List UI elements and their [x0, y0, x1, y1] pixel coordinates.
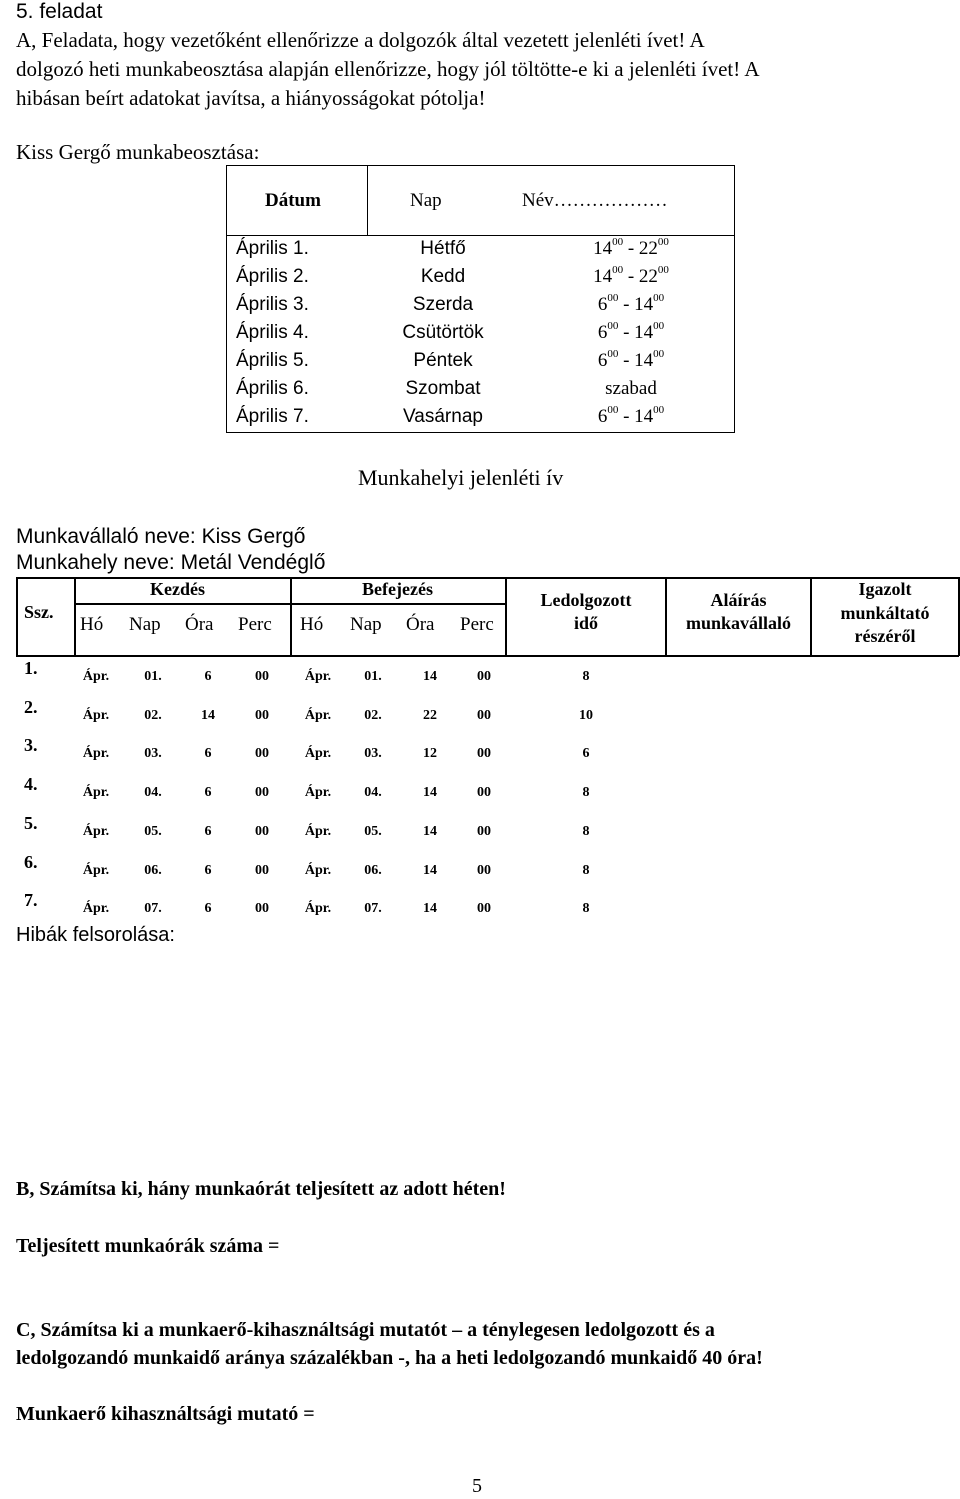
schedule-day: Csütörtök [402, 322, 484, 343]
schedule-date: Április 1. [236, 238, 309, 259]
attendance-start-day: 02. [144, 708, 162, 723]
attendance-header-bottom-line [16, 655, 959, 657]
employee-name: Munkavállaló neve: Kiss Gergő [16, 525, 306, 548]
attendance-end-hour: 14 [423, 669, 437, 684]
attendance-end-minute: 00 [477, 708, 491, 723]
attendance-end-month: Ápr. [304, 669, 332, 684]
attendance-start-minute: 00 [255, 746, 269, 761]
attendance-end-month: Ápr. [304, 863, 332, 878]
attendance-start-minute: 00 [255, 824, 269, 839]
attendance-start-month: Ápr. [82, 746, 110, 761]
attendance-start-hour: 6 [204, 824, 212, 839]
attendance-start-minute: 00 [255, 785, 269, 800]
attendance-start-day: 05. [144, 824, 162, 839]
header-start-nap: Nap [129, 614, 161, 635]
attendance-start-day: 04. [144, 785, 162, 800]
header-start-ho: Hó [80, 614, 104, 635]
header-ssz: Ssz. [24, 602, 54, 622]
attendance-end-hour: 14 [423, 901, 437, 916]
schedule-time: $6^{00} - 14^{00}$ [597, 348, 665, 371]
schedule-header-date: Dátum [265, 190, 321, 211]
attendance-worked-hours: 8 [582, 824, 590, 839]
attendance-start-minute: 00 [255, 901, 269, 916]
header-end-ora: Óra [406, 614, 435, 635]
header-end-ho: Hó [300, 614, 324, 635]
schedule-day: Hétfő [420, 238, 466, 259]
sheet-title: Munkahelyi jelenléti ív [358, 465, 564, 490]
row-number: 4. [24, 774, 38, 794]
header-end-group: Befejezés [362, 579, 433, 599]
attendance-start-minute: 00 [255, 669, 269, 684]
attendance-worked-hours: 8 [582, 669, 590, 684]
attendance-start-day: 07. [144, 901, 162, 916]
header-start-perc: Perc [238, 614, 272, 635]
part-b-answer-label: Teljesített munkaórák száma = [16, 1235, 280, 1257]
schedule-header-day: Nap [410, 190, 442, 211]
attendance-worked-hours: 8 [582, 785, 590, 800]
attendance-end-hour: 14 [423, 824, 437, 839]
attendance-start-hour: 6 [204, 863, 212, 878]
attendance-start-minute: 00 [255, 708, 269, 723]
attendance-start-day: 03. [144, 746, 162, 761]
attendance-start-minute: 00 [255, 863, 269, 878]
attendance-end-minute: 00 [477, 901, 491, 916]
header-verified-1: Igazolt [858, 579, 912, 599]
header-worked-1: Ledolgozott [540, 590, 632, 610]
row-number: 3. [24, 735, 38, 755]
header-start-ora: Óra [185, 614, 214, 635]
errors-label: Hibák felsorolása: [16, 924, 175, 946]
attendance-start-hour: 6 [204, 785, 212, 800]
schedule-row [226, 406, 735, 434]
attendance-start-month: Ápr. [82, 901, 110, 916]
schedule-time: $14^{00} - 22^{00}$ [593, 264, 669, 287]
header-verified-3: részéről [854, 626, 916, 646]
attendance-end-day: 01. [364, 669, 382, 684]
attendance-start-month: Ápr. [82, 669, 110, 684]
schedule-date: Április 3. [236, 294, 309, 315]
schedule-time: szabad [605, 378, 657, 399]
attendance-end-hour: 12 [423, 746, 437, 761]
schedule-heading: Kiss Gergő munkabeosztása: [16, 140, 260, 164]
attendance-end-day: 06. [364, 863, 382, 878]
schedule-row [226, 294, 735, 322]
attendance-end-day: 02. [364, 708, 382, 723]
attendance-start-month: Ápr. [82, 863, 110, 878]
task-title: 5. feladat [16, 0, 103, 23]
header-verified-2: munkáltató [840, 603, 930, 623]
schedule-time: $6^{00} - 14^{00}$ [597, 320, 665, 343]
attendance-start-day: 06. [144, 863, 162, 878]
schedule-row [226, 350, 735, 378]
attendance-start-month: Ápr. [82, 708, 110, 723]
schedule-row [226, 266, 735, 294]
attendance-end-month: Ápr. [304, 824, 332, 839]
part-c-question-line-2: ledolgozandó munkaidő aránya százalékban -, ha a heti ledolgozandó munkaidő 40 óra! [16, 1347, 763, 1369]
schedule-date: Április 7. [236, 406, 309, 427]
attendance-end-minute: 00 [477, 746, 491, 761]
attendance-end-day: 07. [364, 901, 382, 916]
attendance-end-day: 04. [364, 785, 382, 800]
attendance-end-hour: 22 [423, 708, 437, 723]
attendance-end-minute: 00 [477, 863, 491, 878]
schedule-date: Április 5. [236, 350, 309, 371]
schedule-date: Április 6. [236, 378, 309, 399]
attendance-start-month: Ápr. [82, 824, 110, 839]
attendance-start-month: Ápr. [82, 785, 110, 800]
workplace-name: Munkahely neve: Metál Vendéglő [16, 551, 326, 574]
attendance-end-minute: 00 [477, 669, 491, 684]
intro-line-2: dolgozó heti munkabeosztása alapján ellenőrizze, hogy jól töltötte-e ki a jelenléti ívet! A [16, 57, 760, 81]
page-number: 5 [472, 1475, 482, 1497]
schedule-time: $14^{00} - 22^{00}$ [593, 236, 669, 259]
attendance-end-minute: 00 [477, 824, 491, 839]
row-number: 5. [24, 813, 38, 833]
schedule-date: Április 4. [236, 322, 309, 343]
header-end-nap: Nap [350, 614, 382, 635]
intro-line-3: hibásan beírt adatokat javítsa, a hiányosságokat pótolja! [16, 86, 486, 110]
attendance-worked-hours: 6 [582, 746, 590, 761]
attendance-start-hour: 14 [201, 708, 215, 723]
attendance-end-day: 03. [364, 746, 382, 761]
schedule-date: Április 2. [236, 266, 309, 287]
attendance-end-month: Ápr. [304, 901, 332, 916]
part-c-question-line-1: C, Számítsa ki a munkaerő-kihasználtsági mutatót – a ténylegesen ledolgozott és a [16, 1319, 715, 1341]
attendance-worked-hours: 8 [582, 901, 590, 916]
schedule-header-name: Név……………… [522, 190, 668, 211]
row-number: 1. [24, 658, 38, 678]
header-worked-2: idő [573, 613, 598, 633]
attendance-start-hour: 6 [204, 746, 212, 761]
header-sign-2: munkavállaló [685, 613, 792, 633]
attendance-start-hour: 6 [204, 669, 212, 684]
schedule-day: Péntek [413, 350, 473, 371]
attendance-end-day: 05. [364, 824, 382, 839]
attendance-end-hour: 14 [423, 863, 437, 878]
header-start-group: Kezdés [150, 579, 205, 599]
schedule-day: Kedd [420, 266, 466, 287]
row-number: 6. [24, 852, 38, 872]
row-number: 2. [24, 697, 38, 717]
schedule-day: Szerda [412, 294, 474, 315]
schedule-row [226, 238, 735, 266]
header-end-perc: Perc [460, 614, 494, 635]
attendance-worked-hours: 8 [582, 863, 590, 878]
row-number: 7. [24, 890, 38, 910]
attendance-worked-hours: 10 [579, 708, 593, 723]
schedule-day: Szombat [405, 378, 481, 399]
intro-line-1: A, Feladata, hogy vezetőként ellenőrizze a dolgozók által vezetett jelenléti ívet! A [16, 28, 705, 52]
part-b-question: B, Számítsa ki, hány munkaórát teljesített az adott héten! [16, 1178, 506, 1200]
part-c-answer-label: Munkaerő kihasználtsági mutató = [16, 1403, 315, 1425]
schedule-row [226, 378, 735, 406]
schedule-time: $6^{00} - 14^{00}$ [597, 292, 665, 315]
attendance-end-month: Ápr. [304, 708, 332, 723]
attendance-end-month: Ápr. [304, 746, 332, 761]
schedule-divider [367, 165, 368, 236]
attendance-start-hour: 6 [204, 901, 212, 916]
header-sign-1: Aláírás [710, 590, 767, 610]
attendance-start-day: 01. [144, 669, 162, 684]
schedule-row [226, 322, 735, 350]
attendance-end-hour: 14 [423, 785, 437, 800]
attendance-end-minute: 00 [477, 785, 491, 800]
schedule-day: Vasárnap [403, 406, 483, 427]
attendance-end-month: Ápr. [304, 785, 332, 800]
schedule-time: $6^{00} - 14^{00}$ [597, 404, 665, 427]
